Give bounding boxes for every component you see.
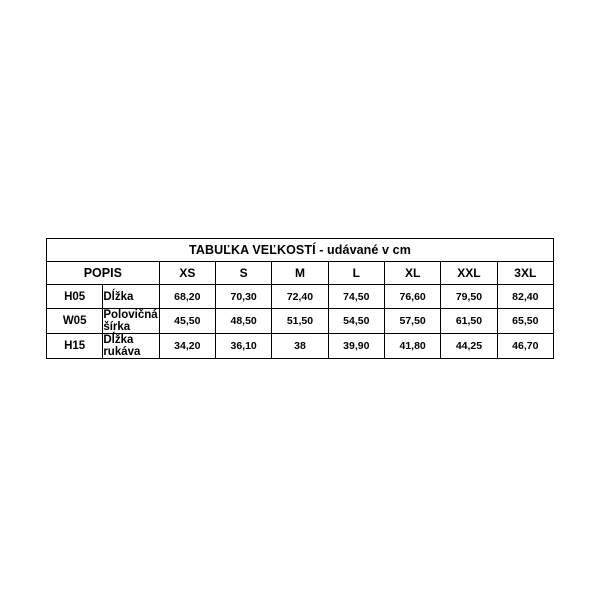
table-row: [47, 334, 554, 359]
cell-h05-l: 74,50: [328, 285, 384, 309]
cell-h05-xl: 76,60: [384, 285, 440, 309]
row-code-h05: H05: [47, 285, 103, 309]
cell-h15-s: 36,10: [215, 334, 271, 359]
column-header-l: L: [328, 262, 384, 285]
row-code-h15: H15: [47, 334, 103, 359]
cell-h15-xs: 34,20: [159, 334, 215, 359]
size-chart-container: [46, 238, 554, 359]
row-label-h05: Dĺžka: [103, 285, 159, 309]
table-row: [47, 285, 554, 309]
cell-h15-m: 38: [272, 334, 328, 359]
cell-h15-xl: 41,80: [384, 334, 440, 359]
row-label-h15: Dĺžka rukáva: [103, 334, 159, 359]
column-header-xl: XL: [384, 262, 440, 285]
cell-h05-s: 70,30: [215, 285, 271, 309]
cell-h15-3xl: 46,70: [497, 334, 553, 359]
column-header-xxl: XXL: [441, 262, 497, 285]
table-row: [47, 309, 554, 334]
table-title-main: TABUĽKA VEĽKOSTÍ: [189, 243, 316, 257]
column-header-xs: XS: [159, 262, 215, 285]
column-header-description: POPIS: [47, 262, 160, 285]
cell-h15-l: 39,90: [328, 334, 384, 359]
cell-w05-xxl: 61,50: [441, 309, 497, 334]
cell-w05-s: 48,50: [215, 309, 271, 334]
cell-h15-xxl: 44,25: [441, 334, 497, 359]
cell-h05-3xl: 82,40: [497, 285, 553, 309]
cell-w05-xl: 57,50: [384, 309, 440, 334]
size-chart-table: [46, 238, 554, 359]
cell-w05-3xl: 65,50: [497, 309, 553, 334]
table-title-row: [47, 239, 554, 262]
row-label-w05: Polovičná šírka: [103, 309, 158, 333]
cell-h05-xxl: 79,50: [441, 285, 497, 309]
cell-w05-l: 54,50: [328, 309, 384, 334]
cell-w05-xs: 45,50: [159, 309, 215, 334]
column-header-m: M: [272, 262, 328, 285]
column-header-s: S: [215, 262, 271, 285]
cell-w05-m: 51,50: [272, 309, 328, 334]
table-header-row: [47, 262, 554, 285]
table-title-sub: - udávané v cm: [315, 243, 411, 257]
row-code-w05: W05: [47, 309, 103, 334]
column-header-3xl: 3XL: [497, 262, 553, 285]
cell-h05-xs: 68,20: [159, 285, 215, 309]
table-title-cell: [47, 239, 554, 262]
cell-h05-m: 72,40: [272, 285, 328, 309]
